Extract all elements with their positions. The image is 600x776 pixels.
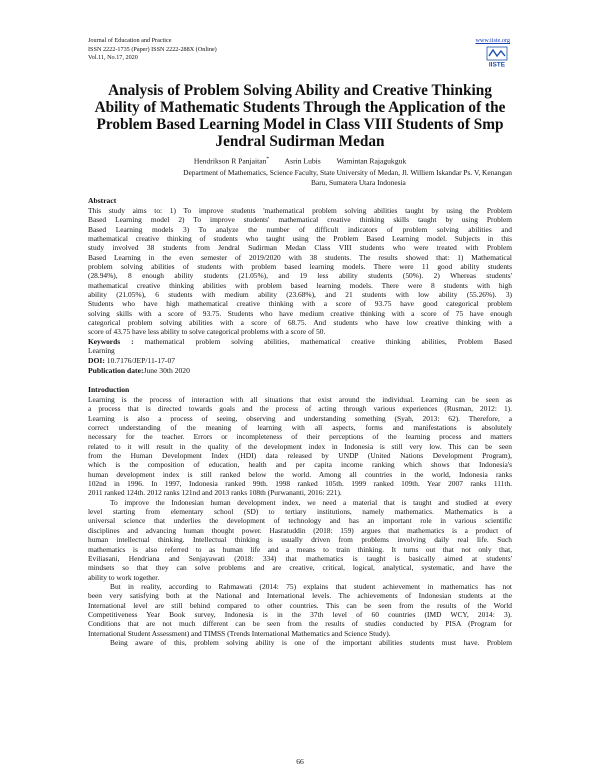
- intro-line: disciplines and advancing human thought power. Hasratuddin (2018: 159) argues that mathematics is a product of: [88, 525, 512, 535]
- keywords: [88, 337, 512, 356]
- intro-line: Learning is also a process of seeing, observing and understanding something (Syah, 2013: 62). Therefore, a: [88, 413, 512, 423]
- abstract-heading: Abstract: [88, 196, 117, 205]
- iiste-logo-icon: [486, 46, 508, 68]
- journal-volume: Vol.11, No.17, 2020: [88, 54, 138, 62]
- journal-issn: ISSN 2222-1735 (Paper) ISSN 2222-288X (Online): [88, 45, 217, 53]
- author-name: Wamintan Rajagukguk: [336, 156, 407, 166]
- keywords-text: mathematical problem solving abilities, mathematical creative thinking abilities, Problem Based: [144, 337, 512, 346]
- intro-line: International level are still behind compared to other countries. This can be seen from the results of the World: [88, 600, 512, 610]
- publication-value: June 30th 2020: [143, 366, 190, 375]
- intro-line: universal science that underlies the development of technology and has an important role in various scientific: [88, 516, 512, 526]
- journal-header: [88, 37, 510, 69]
- abstract-line: solving skills with a score of 93.75. Students who have medium creative thinking with a score of 75 have enough: [88, 308, 512, 318]
- abstract-body: [88, 206, 512, 337]
- intro-line: necessary for the teacher. Errors or incompleteness of their perceptions of the learning process and matters: [88, 432, 512, 442]
- intro-line: which is the composition of education, health and per capita income ranking which shows that Indonesia's: [88, 460, 512, 470]
- intro-line: related to it will result in the quality of the development index in Indonesia is still very low. This can be seen: [88, 441, 512, 451]
- abstract-line: Based Learning model 2) To improve students' mathematical creative thinking skills taught by using Problem: [88, 215, 512, 225]
- publication-date: [88, 366, 190, 375]
- abstract-line: mathematical creative thinking of students who taught using the Problem Based Learning model. Subjects in this: [88, 234, 512, 244]
- paper-title: [90, 82, 510, 150]
- keywords-text: Learning: [88, 346, 115, 356]
- journal-name: Journal of Education and Practice: [88, 37, 172, 44]
- intro-line: been very satisfying both at the National and International levels. The achievements of Indonesian students at the: [88, 591, 512, 601]
- intro-line: level starting from elementary school (SD) to tertiary institutions, namely mathematics. Mathematics is a: [88, 507, 512, 517]
- corresponding-mark: *: [266, 156, 270, 162]
- abstract-line: ability (21.05%), 6 students with medium ability (23.68%), and 21 students with low ability (55.26%). 3): [88, 290, 512, 300]
- keywords-label: Keywords :: [88, 337, 134, 346]
- intro-line: Being aware of this, problem solving ability is one of the important abilities students must have. Problem: [110, 637, 512, 647]
- intro-line: International Student Assessment) and TIMSS (Trends International Mathematics and Science Study).: [88, 628, 391, 638]
- abstract-line: categorical problem solving abilities with a score of 68.75. And students who have low creative thinking with a: [88, 318, 512, 328]
- introduction-body: [88, 395, 512, 647]
- doi-label: DOI:: [88, 356, 105, 365]
- title-line: Ability of Mathematic Students Through the Application of the: [94, 99, 506, 116]
- author-name: Asrin Lubis: [284, 156, 321, 166]
- abstract-line: study involved 38 students from Jendral Sudirman Medan Class VIII students who were treated with Problem: [88, 243, 512, 253]
- intro-line: Competitiveness Year Book survey, Indonesia is in the 37th level of 60 countries (IMD WCY, 2014: 3).: [88, 609, 512, 619]
- abstract-line: Based Learning in the even semester of 2019/2020 with 38 students. The results showed that: 1) Mathematical: [88, 252, 512, 262]
- publication-label: Publication date:: [88, 366, 144, 375]
- journal-url-link[interactable]: www.iiste.org: [475, 37, 510, 44]
- intro-line: ability to work together.: [88, 572, 160, 582]
- abstract-line: problem solving abilities of students with problem based learning models. There were 11 good ability students: [88, 262, 512, 272]
- abstract-line: mathematical creative thinking abilities with problem based learning models. There were 8 students with high: [88, 280, 512, 290]
- intro-line: correct understanding of the meaning of learning with all aspects, forms and manifestations is absolutely: [88, 423, 512, 433]
- intro-line: mathematics is also referred to as human life and a means to train thinking. It turns out that not only that,: [88, 544, 512, 554]
- logo-text: IISTE: [488, 61, 506, 68]
- abstract-line: Based Learning models 3) To analyze the number of difficult indicators of problem solving abilities and: [88, 224, 512, 234]
- introduction-heading: Introduction: [88, 385, 130, 394]
- abstract-line: Students who have high mathematical creative thinking with a score of 93.75 have good categorical problem: [88, 299, 512, 309]
- intro-line: Conditions that are not much different can be seen from the results of studies conducted by PISA (Program for: [88, 619, 512, 629]
- affiliation-line: Baru, Sumatera Utara Indonesia: [311, 178, 406, 188]
- intro-line: Eviliasani, Hendriana and Senjayawati (2018: 334) that mathematics is taught is basically aimed at students': [88, 553, 512, 563]
- intro-line: human intellectual thinking. Intellectual thinking is usually driven from problems involving daily real life. Such: [88, 535, 512, 545]
- author-list: [88, 154, 512, 167]
- doi-value: 10.7176/JEP/11-17-07: [106, 356, 176, 365]
- title-line: Jendral Sudirman Medan: [215, 133, 385, 150]
- intro-line: 2011 ranked 124th. 2012 ranks 121nd and 2013 ranks 108th (Purwananti, 2016: 221).: [88, 488, 342, 498]
- abstract-line: score of 43.75 have less ability to solve categorical problems with a score of 50.: [88, 327, 326, 337]
- page-number: 66: [296, 757, 304, 766]
- affiliation: [88, 168, 512, 189]
- abstract-line: (28.94%), 8 enough ability students (21.05%), and 19 less ability students (50%). 2) Whereas students': [88, 271, 512, 281]
- title-line: Analysis of Problem Solving Ability and Creative Thinking: [108, 82, 492, 99]
- intro-line: human development index is still ranked below the world. Among all countries in the world, Indonesia ranks: [88, 469, 512, 479]
- intro-line: Learning is the process of interaction with all situations that exist around the individual. Learning can be seen as: [88, 395, 512, 404]
- affiliation-line: Department of Mathematics, Science Faculty, State University of Medan, Jl. Williem Iskandar Ps. V, Kenangan: [183, 168, 512, 177]
- intro-line: from the Human Development Index (HDI) data released by UNDP (United Nations Development Program),: [88, 451, 512, 461]
- intro-line: mindsets so that they can solve problems and are creative, critical, logical, analytical, systematic, and have the: [88, 563, 512, 573]
- intro-line: 102nd in 1996. In 1997, Indonesia ranked 99th. 1998 ranked 105th. 1999 ranked 109th. Year 2007 ranks 111th.: [88, 479, 512, 489]
- abstract-line: This study aims to: 1) To improve students 'mathematical problem solving abilities taught by using the Problem: [88, 206, 512, 215]
- author-name: Hendrikson R Panjaitan: [193, 156, 267, 166]
- intro-line: But in reality, according to Rahmawati (2014: 75) explains that student achievement in mathematics has not: [110, 581, 512, 591]
- intro-line: To improve the Indonesian human development index, we need a material that is taught and studied at every: [110, 497, 512, 507]
- doi: [88, 356, 175, 365]
- intro-line: a process that is directed towards goals and the process of acting through various experiences (Rusman, 2012: 1).: [88, 404, 512, 414]
- title-line: Problem Based Learning Model in Class VIII Students of Smp: [96, 116, 504, 133]
